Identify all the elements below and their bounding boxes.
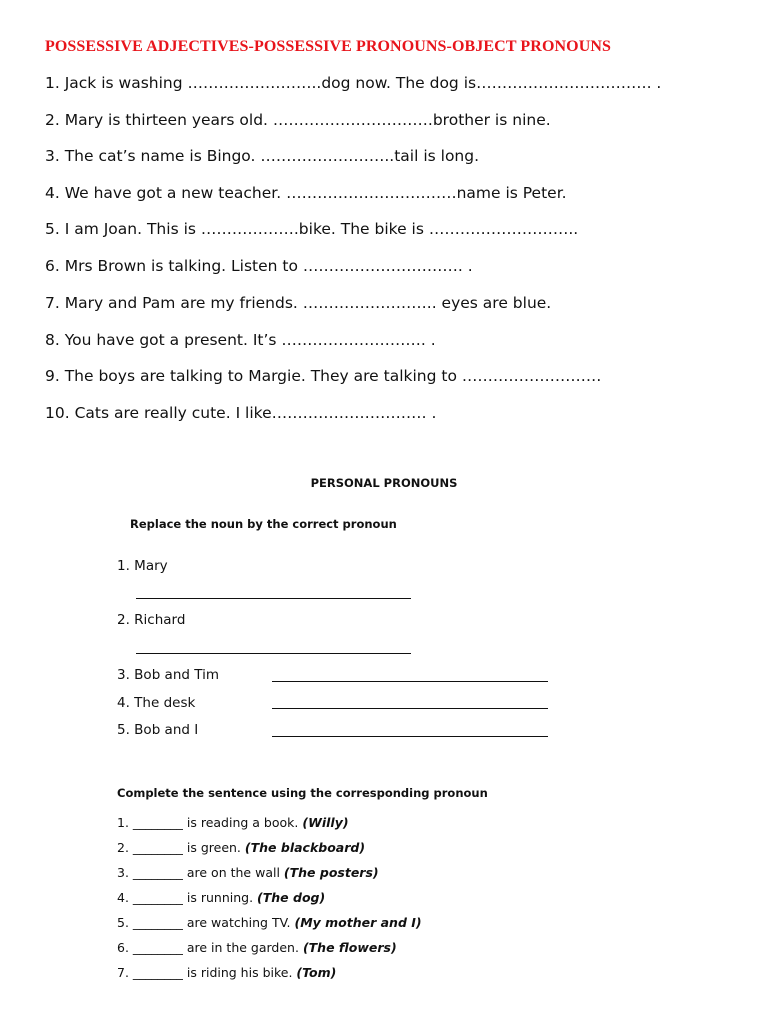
exercise1-sentence: 9. The boys are talking to Margie. They are talking to ………………………	[45, 367, 602, 385]
sentence-text: 3. ________ are on the wall	[117, 865, 280, 880]
pronoun-item: 1. Mary	[117, 558, 168, 574]
sentence-hint: (The blackboard)	[244, 840, 366, 855]
pronoun-item: 4. The desk	[117, 695, 196, 711]
sentence-hint: (The posters)	[283, 865, 379, 880]
sentence-text: 1. ________ is reading a book.	[117, 815, 299, 830]
exercise1-sentence: 3. The cat’s name is Bingo. ……………………..tail is long.	[45, 147, 480, 165]
worksheet-title: POSSESSIVE ADJECTIVES-POSSESSIVE PRONOUNS-OBJECT PRONOUNS	[45, 38, 611, 55]
sentence-item	[117, 940, 397, 955]
sentence-item	[117, 890, 325, 905]
exercise1-sentence: 4. We have got a new teacher. ……………………………name is Peter.	[45, 184, 567, 202]
answer-line[interactable]	[272, 681, 548, 682]
sentence-text: 4. ________ is running.	[117, 890, 254, 905]
exercise1-sentence: 6. Mrs Brown is talking. Listen to …………………………. .	[45, 257, 473, 275]
sentence-text: 7. ________ is riding his bike.	[117, 965, 293, 980]
sentence-hint: (The dog)	[257, 890, 326, 905]
sentence-hint: (Tom)	[296, 965, 337, 980]
pronoun-item: 2. Richard	[117, 612, 186, 628]
pronoun-item: 3. Bob and Tim	[117, 667, 219, 683]
sentence-text: 2. ________ is green.	[117, 840, 241, 855]
sentence-hint: (My mother and I)	[294, 915, 422, 930]
answer-line[interactable]	[136, 598, 411, 599]
exercise1-sentence: 5. I am Joan. This is ……………….bike. The bike is ………………………..	[45, 220, 579, 238]
sentence-hint: (The flowers)	[302, 940, 397, 955]
pronoun-item: 5. Bob and I	[117, 722, 199, 738]
sentence-item	[117, 815, 349, 830]
exercise1-sentence: 10. Cats are really cute. I like………………………… .	[45, 404, 437, 422]
exercise1-sentence: 1. Jack is washing ……………………..dog now. The dog is……………………………. .	[45, 74, 662, 92]
section-instruction: Complete the sentence using the corresponding pronoun	[117, 786, 488, 800]
answer-line[interactable]	[272, 736, 548, 737]
section-instruction: Replace the noun by the correct pronoun	[130, 517, 397, 531]
answer-line[interactable]	[136, 653, 411, 654]
exercise1-sentence: 7. Mary and Pam are my friends. …………………….. eyes are blue.	[45, 294, 552, 312]
exercise1-sentence: 8. You have got a present. It’s ………………………. .	[45, 331, 436, 349]
sentence-text: 6. ________ are in the garden.	[117, 940, 299, 955]
sentence-item	[117, 865, 379, 880]
sentence-item	[117, 915, 422, 930]
sentence-hint: (Willy)	[302, 815, 349, 830]
sentence-item	[117, 965, 336, 980]
sentence-item	[117, 840, 365, 855]
exercise1-sentence: 2. Mary is thirteen years old. ………………………….brother is nine.	[45, 111, 551, 129]
section-title: PERSONAL PRONOUNS	[310, 476, 458, 490]
answer-line[interactable]	[272, 708, 548, 709]
sentence-text: 5. ________ are watching TV.	[117, 915, 291, 930]
